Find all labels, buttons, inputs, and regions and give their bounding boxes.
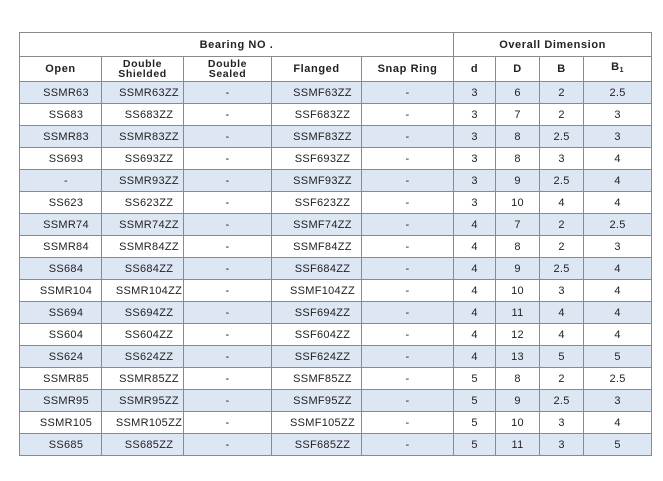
cell-flanged: SSF624ZZ (272, 346, 362, 368)
b1-base: B (611, 61, 620, 73)
cell-open: - (20, 170, 102, 192)
cell-snap-ring: - (362, 434, 454, 456)
col-double-sealed-header (184, 57, 272, 82)
cell-flanged: SSF684ZZ (272, 258, 362, 280)
cell-snap-ring: - (362, 368, 454, 390)
table-row (20, 170, 652, 192)
cell-D: 7 (496, 104, 540, 126)
cell-B1: 4 (584, 412, 652, 434)
col-double-shielded-header (102, 57, 184, 82)
overall-dimension-header: Overall Dimension (454, 33, 652, 57)
cell-double-sealed: - (184, 258, 272, 280)
cell-d: 3 (454, 170, 496, 192)
cell-B: 2.5 (540, 390, 584, 412)
cell-D: 10 (496, 412, 540, 434)
cell-d: 4 (454, 324, 496, 346)
cell-B1: 4 (584, 170, 652, 192)
col-B-header: B (540, 57, 584, 82)
cell-D: 11 (496, 302, 540, 324)
cell-B: 3 (540, 280, 584, 302)
cell-B1: 4 (584, 148, 652, 170)
cell-d: 3 (454, 192, 496, 214)
cell-double-sealed: - (184, 280, 272, 302)
cell-double-sealed: - (184, 192, 272, 214)
table-row (20, 434, 652, 456)
cell-D: 8 (496, 236, 540, 258)
cell-B1: 5 (584, 346, 652, 368)
cell-D: 6 (496, 82, 540, 104)
cell-B1: 3 (584, 390, 652, 412)
cell-flanged: SSF693ZZ (272, 148, 362, 170)
table-row (20, 236, 652, 258)
cell-double-shielded: SSMR104ZZ (102, 280, 184, 302)
cell-d: 4 (454, 280, 496, 302)
col-D-header: D (496, 57, 540, 82)
cell-d: 4 (454, 258, 496, 280)
cell-double-shielded: SS604ZZ (102, 324, 184, 346)
cell-d: 5 (454, 434, 496, 456)
cell-D: 9 (496, 390, 540, 412)
cell-open: SS604 (20, 324, 102, 346)
cell-B: 4 (540, 192, 584, 214)
cell-snap-ring: - (362, 346, 454, 368)
cell-B1: 3 (584, 104, 652, 126)
cell-snap-ring: - (362, 126, 454, 148)
table-row (20, 302, 652, 324)
cell-double-sealed: - (184, 82, 272, 104)
cell-open: SSMR104 (20, 280, 102, 302)
table-row (20, 104, 652, 126)
cell-snap-ring: - (362, 104, 454, 126)
cell-double-sealed: - (184, 346, 272, 368)
cell-d: 3 (454, 126, 496, 148)
cell-B1: 4 (584, 258, 652, 280)
cell-snap-ring: - (362, 82, 454, 104)
cell-open: SSMR95 (20, 390, 102, 412)
cell-double-shielded: SS683ZZ (102, 104, 184, 126)
cell-d: 3 (454, 148, 496, 170)
cell-flanged: SSMF74ZZ (272, 214, 362, 236)
cell-double-shielded: SSMR95ZZ (102, 390, 184, 412)
cell-snap-ring: - (362, 192, 454, 214)
col-d-header: d (454, 57, 496, 82)
cell-D: 12 (496, 324, 540, 346)
cell-double-shielded: SSMR83ZZ (102, 126, 184, 148)
cell-open: SS624 (20, 346, 102, 368)
cell-D: 8 (496, 368, 540, 390)
cell-B: 4 (540, 324, 584, 346)
cell-double-shielded: SSMR85ZZ (102, 368, 184, 390)
bearing-spec-table (19, 32, 652, 456)
cell-B: 2.5 (540, 126, 584, 148)
cell-flanged: SSMF63ZZ (272, 82, 362, 104)
double-shielded-line1: Double (122, 58, 163, 70)
cell-d: 5 (454, 368, 496, 390)
cell-double-shielded: SS694ZZ (102, 302, 184, 324)
cell-flanged: SSMF93ZZ (272, 170, 362, 192)
cell-double-sealed: - (184, 126, 272, 148)
cell-B1: 2.5 (584, 214, 652, 236)
double-sealed-line1: Double (207, 58, 248, 70)
table-row (20, 214, 652, 236)
cell-d: 4 (454, 302, 496, 324)
cell-B: 3 (540, 412, 584, 434)
cell-D: 8 (496, 148, 540, 170)
cell-B: 2.5 (540, 258, 584, 280)
cell-flanged: SSMF84ZZ (272, 236, 362, 258)
cell-flanged: SSMF83ZZ (272, 126, 362, 148)
cell-flanged: SSMF104ZZ (272, 280, 362, 302)
cell-D: 7 (496, 214, 540, 236)
cell-snap-ring: - (362, 258, 454, 280)
cell-double-shielded: SS684ZZ (102, 258, 184, 280)
cell-B: 2 (540, 368, 584, 390)
cell-double-sealed: - (184, 236, 272, 258)
cell-double-sealed: - (184, 324, 272, 346)
cell-open: SSMR105 (20, 412, 102, 434)
table-row (20, 412, 652, 434)
cell-B: 2.5 (540, 170, 584, 192)
bearing-no-header: Bearing NO . (20, 33, 454, 57)
cell-B1: 3 (584, 236, 652, 258)
cell-double-shielded: SS624ZZ (102, 346, 184, 368)
col-flanged-header: Flanged (272, 57, 362, 82)
table-row (20, 258, 652, 280)
cell-flanged: SSMF85ZZ (272, 368, 362, 390)
cell-double-shielded: SS685ZZ (102, 434, 184, 456)
cell-open: SSMR84 (20, 236, 102, 258)
cell-flanged: SSF694ZZ (272, 302, 362, 324)
cell-flanged: SSMF105ZZ (272, 412, 362, 434)
cell-D: 13 (496, 346, 540, 368)
cell-B1: 2.5 (584, 368, 652, 390)
cell-double-shielded: SS623ZZ (102, 192, 184, 214)
cell-D: 8 (496, 126, 540, 148)
cell-double-shielded: SSMR105ZZ (102, 412, 184, 434)
cell-flanged: SSF623ZZ (272, 192, 362, 214)
cell-d: 5 (454, 412, 496, 434)
cell-B: 2 (540, 236, 584, 258)
cell-double-sealed: - (184, 412, 272, 434)
table-row (20, 368, 652, 390)
cell-snap-ring: - (362, 412, 454, 434)
col-snap-ring-header: Snap Ring (362, 57, 454, 82)
cell-open: SS683 (20, 104, 102, 126)
cell-double-sealed: - (184, 214, 272, 236)
cell-double-sealed: - (184, 104, 272, 126)
cell-snap-ring: - (362, 148, 454, 170)
cell-double-shielded: SS693ZZ (102, 148, 184, 170)
cell-d: 4 (454, 346, 496, 368)
cell-B: 2 (540, 104, 584, 126)
double-sealed-line2: Sealed (208, 68, 247, 80)
table-row (20, 346, 652, 368)
cell-B: 2 (540, 82, 584, 104)
table-row (20, 192, 652, 214)
cell-B: 2 (540, 214, 584, 236)
cell-B: 4 (540, 302, 584, 324)
cell-D: 10 (496, 192, 540, 214)
cell-open: SS693 (20, 148, 102, 170)
cell-B: 5 (540, 346, 584, 368)
cell-D: 10 (496, 280, 540, 302)
cell-open: SS694 (20, 302, 102, 324)
cell-snap-ring: - (362, 302, 454, 324)
cell-double-sealed: - (184, 148, 272, 170)
cell-double-shielded: SSMR63ZZ (102, 82, 184, 104)
cell-D: 11 (496, 434, 540, 456)
cell-d: 3 (454, 82, 496, 104)
table-row (20, 280, 652, 302)
table-row (20, 126, 652, 148)
cell-snap-ring: - (362, 324, 454, 346)
cell-double-sealed: - (184, 368, 272, 390)
cell-flanged: SSF604ZZ (272, 324, 362, 346)
cell-double-sealed: - (184, 390, 272, 412)
cell-D: 9 (496, 170, 540, 192)
cell-d: 4 (454, 236, 496, 258)
cell-B: 3 (540, 434, 584, 456)
cell-snap-ring: - (362, 280, 454, 302)
cell-double-sealed: - (184, 434, 272, 456)
double-shielded-line2: Shielded (118, 68, 167, 80)
cell-snap-ring: - (362, 214, 454, 236)
cell-open: SS684 (20, 258, 102, 280)
table-row (20, 390, 652, 412)
cell-B1: 4 (584, 192, 652, 214)
cell-B: 3 (540, 148, 584, 170)
cell-flanged: SSF683ZZ (272, 104, 362, 126)
cell-double-shielded: SSMR74ZZ (102, 214, 184, 236)
cell-double-shielded: SSMR93ZZ (102, 170, 184, 192)
cell-D: 9 (496, 258, 540, 280)
cell-open: SSMR63 (20, 82, 102, 104)
cell-d: 3 (454, 104, 496, 126)
table-row (20, 324, 652, 346)
cell-double-sealed: - (184, 302, 272, 324)
table-row (20, 82, 652, 104)
cell-B1: 4 (584, 302, 652, 324)
cell-open: SS623 (20, 192, 102, 214)
cell-B1: 2.5 (584, 82, 652, 104)
b1-subscript: 1 (619, 67, 625, 74)
cell-open: SSMR85 (20, 368, 102, 390)
cell-snap-ring: - (362, 170, 454, 192)
table-row (20, 148, 652, 170)
cell-flanged: SSF685ZZ (272, 434, 362, 456)
cell-B1: 5 (584, 434, 652, 456)
cell-d: 5 (454, 390, 496, 412)
cell-flanged: SSMF95ZZ (272, 390, 362, 412)
cell-open: SS685 (20, 434, 102, 456)
cell-snap-ring: - (362, 390, 454, 412)
cell-B1: 3 (584, 126, 652, 148)
col-open-header: Open (20, 57, 102, 82)
cell-double-sealed: - (184, 170, 272, 192)
cell-double-shielded: SSMR84ZZ (102, 236, 184, 258)
table-body (20, 82, 652, 456)
col-B1-header (584, 57, 652, 82)
cell-B1: 4 (584, 324, 652, 346)
cell-B1: 4 (584, 280, 652, 302)
cell-open: SSMR74 (20, 214, 102, 236)
cell-open: SSMR83 (20, 126, 102, 148)
cell-snap-ring: - (362, 236, 454, 258)
cell-d: 4 (454, 214, 496, 236)
